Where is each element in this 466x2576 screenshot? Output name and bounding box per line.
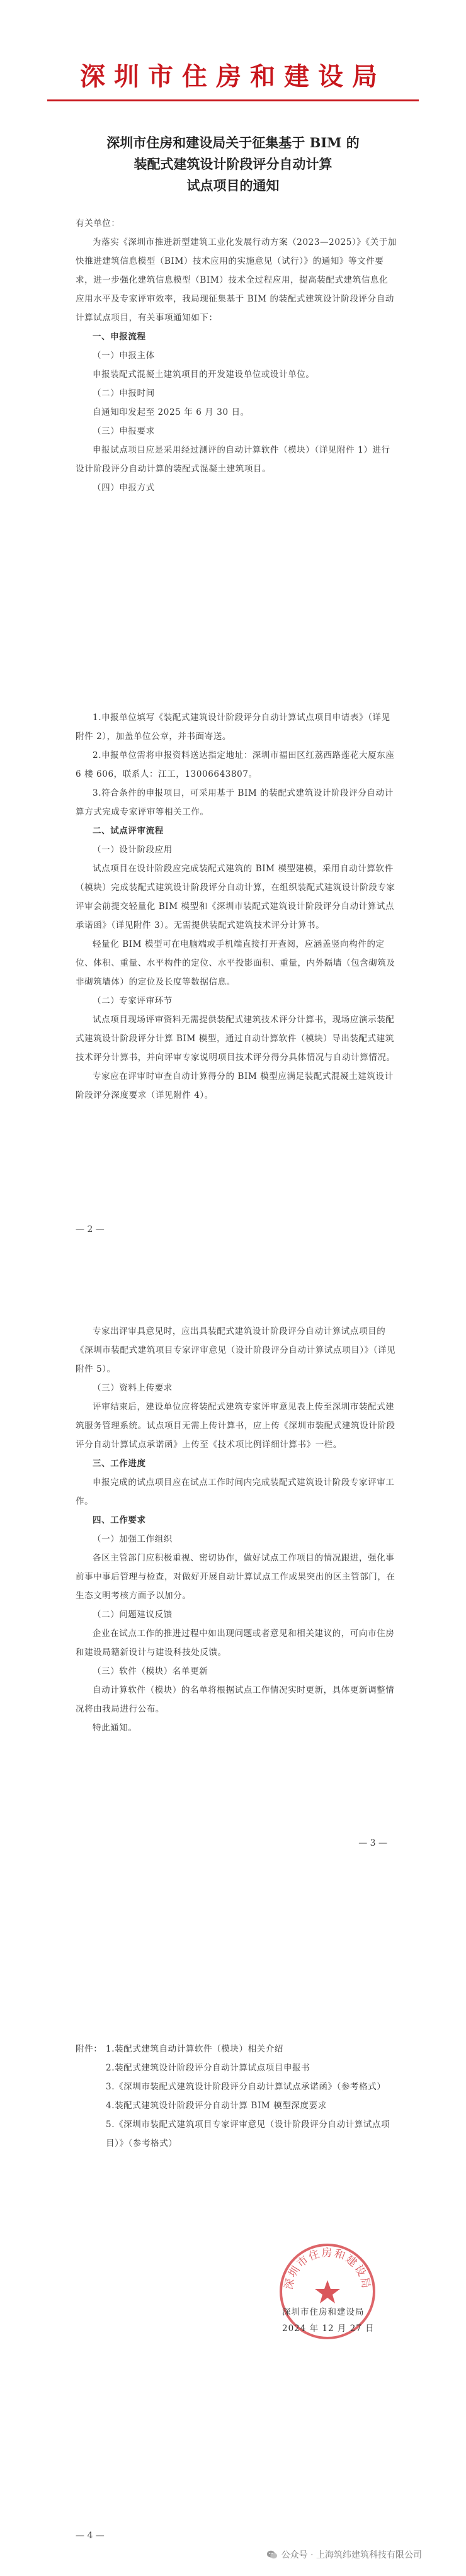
title-line-3: 试点项目的通知	[186, 178, 280, 193]
attachment-item[interactable]: 5.《深圳市装配式建筑项目专家评审意见（设计阶段评分自动计算试点项目）》（参考格式）	[106, 2120, 390, 2149]
subsection-heading: （二）申报时间	[93, 388, 155, 398]
page-1	[0, 0, 466, 658]
page-number: — 2 —	[76, 1224, 105, 1234]
page-2-body	[76, 708, 397, 1105]
title-line-2: 装配式建筑设计阶段评分自动计算	[134, 156, 332, 172]
subsection-heading: （二）专家评审环节	[93, 996, 173, 1006]
paragraph: 专家出评审具意见时，应出具装配式建筑设计阶段评分自动计算试点项目的《深圳市装配式建筑项目专家评审意见（设计阶段评分自动计算试点项目）》（详见附件 5）。	[76, 1326, 396, 1374]
subsection-heading: （四）申报方式	[93, 483, 155, 493]
section-heading: 二、试点评审流程	[93, 826, 164, 836]
subsection-heading: （一）申报主体	[93, 351, 155, 361]
paragraph: 自通知印发起至 2025 年 6 月 30 日。	[93, 407, 249, 417]
salutation: 有关单位：	[76, 218, 120, 229]
wechat-icon	[266, 2549, 278, 2560]
letterhead-rule	[47, 99, 419, 101]
title-line-1: 深圳市住房和建设局关于征集基于 BIM 的	[106, 135, 360, 150]
subsection-heading: （一）加强工作组织	[93, 1534, 173, 1544]
attachment-list	[106, 2040, 397, 2153]
subsection-heading: （二）问题建议反馈	[93, 1610, 173, 1620]
page-4	[0, 1945, 466, 2576]
subsection-heading: （三）资料上传要求	[93, 1383, 173, 1393]
paragraph: 3.符合条件的申报项目，可采用基于 BIM 的装配式建筑设计阶段评分自动计算方式完成专家评审等相关工作。	[76, 788, 394, 817]
signer: 深圳市住房和建设局	[282, 2307, 365, 2317]
paragraph: 专家应在评审时审查自动计算得分的 BIM 模型应满足装配式混凝土建筑设计阶段评分深度要求（详见附件 4）。	[76, 1071, 394, 1100]
paragraph: 轻量化 BIM 模型可在电脑端或手机端直接打开查阅，应涵盖竖向构件的定位、体积、重量、水平构件的定位、水平投影面积、重量，内外隔墙（包含砌筑及非砌筑墙体）的定位及长度等数据信息。	[76, 939, 395, 987]
watermark-text: 公众号 · 上海筑纬建筑科技有限公司	[281, 2550, 422, 2560]
attachments	[76, 2040, 397, 2153]
watermark	[266, 2548, 422, 2561]
paragraph: 企业在试点工作的推进过程中如出现问题或者意见和相关建议的，可向市住房和建设局籍新设计与建设科技处反馈。	[76, 1629, 395, 1658]
subsection-heading: （一）设计阶段应用	[93, 845, 173, 855]
page-1-body	[76, 214, 397, 497]
attachment-item[interactable]: 1.装配式建筑自动计算软件（模块）相关介绍	[106, 2044, 283, 2054]
section-heading: 一、申报流程	[93, 332, 146, 342]
section-heading: 四、工作要求	[93, 1515, 146, 1525]
attachment-item[interactable]: 2.装配式建筑设计阶段评分自动计算试点项目申报书	[106, 2063, 310, 2073]
page-3	[0, 1316, 466, 1945]
page-number: — 3 —	[358, 1838, 387, 1848]
paragraph: 2.申报单位需将申报资料送达指定地址：深圳市福田区红荔西路莲花大厦东座 6 楼 606，联系人：江工，13006643807。	[76, 750, 395, 779]
closing: 特此通知。	[93, 1723, 137, 1733]
issue-date: 2024 年 12 月 27 日	[282, 2324, 375, 2334]
paragraph: 申报试点项目应是采用经过测评的自动计算软件（模块）（详见附件 1）进行设计阶段评分自动计算的装配式混凝土建筑项目。	[76, 445, 390, 474]
intro-paragraph: 为落实《深圳市推进新型建筑工业化发展行动方案（2023—2025）》《关于加快推进建筑信息模型（BIM）技术应用的实施意见（试行）》的通知》等文件要求，进一步强化建筑信息模型（BIM）技术全过程应用，提高装配式建筑信息化应用水平及专家评审效率，我局现征集基于 BIM 的装配式建筑设计阶段评分自动计算试点项目，有关事项通知如下：	[76, 237, 397, 323]
signature-block	[282, 2304, 375, 2337]
paragraph: 各区主管部门应积极重视、密切协作，做好试点工作项目的情况跟进，强化事前事中事后管理与检查，对做好开展自动计算试点工作成果突出的区主管部门，在生态文明考核方面予以加分。	[76, 1553, 395, 1601]
seal-text: 深圳市住房和建设局	[282, 2247, 373, 2291]
paragraph: 试点项目在设计阶段应完成装配式建筑的 BIM 模型建模，采用自动计算软件（模块）完成装配式建筑设计阶段评分自动计算，在组织装配式建筑设计阶段专家评审会前提交轻量化 BIM 模型和《深圳市装配式建筑设计阶段评分自动计算试点承诺函》（详见附件 3）。无需提供装配式建筑技术评分计算书。	[76, 864, 395, 930]
attachment-item[interactable]: 3.《深圳市装配式建筑设计阶段评分自动计算试点承诺函》（参考格式）	[106, 2082, 386, 2092]
attachments-block	[76, 2040, 397, 2153]
paragraph: 试点项目现场评审资料无需提供装配式建筑技术评分计算书，现场应演示装配式建筑设计阶段评分计算 BIM 模型，通过自动计算软件（模块）导出装配式建筑技术评分计算书，并向评审专家说明项目技术评分得分具体情况与自动计算情况。	[76, 1015, 395, 1063]
document-title	[60, 132, 406, 196]
page-number: — 4 —	[76, 2531, 105, 2541]
subsection-heading: （三）软件（模块）名单更新	[93, 1666, 208, 1676]
attachment-item[interactable]: 4.装配式建筑设计阶段评分自动计算 BIM 模型深度要求	[106, 2101, 327, 2111]
subsection-heading: （三）申报要求	[93, 426, 155, 436]
section-heading: 三、工作进度	[93, 1459, 146, 1469]
page-3-body	[76, 1322, 397, 1737]
page-2	[0, 658, 466, 1316]
attachments-label: 附件：	[76, 2044, 103, 2054]
letterhead: 深圳市住房和建设局	[80, 62, 386, 91]
paragraph: 自动计算软件（模块）的名单将根据试点工作情况实时更新，具体更新调整情况将由我局进行公布。	[76, 1685, 395, 1714]
paragraph: 1.申报单位填写《装配式建筑设计阶段评分自动计算试点项目申请表》（详见附件 2），加盖单位公章，并书面寄送。	[76, 713, 390, 742]
paragraph: 申报完成的试点项目应在试点工作时间内完成装配式建筑设计阶段专家评审工作。	[76, 1477, 395, 1506]
paragraph: 评审结束后，建设单位应将装配式建筑专家评审意见表上传至深圳市装配式建筑服务管理系统。试点项目无需上传计算书，应上传《深圳市装配式建筑设计阶段评分自动计算试点承诺函》上传至《技术项比例详细计算书》一栏。	[76, 1402, 395, 1450]
paragraph: 申报装配式混凝土建筑项目的开发建设单位或设计单位。	[93, 370, 315, 380]
